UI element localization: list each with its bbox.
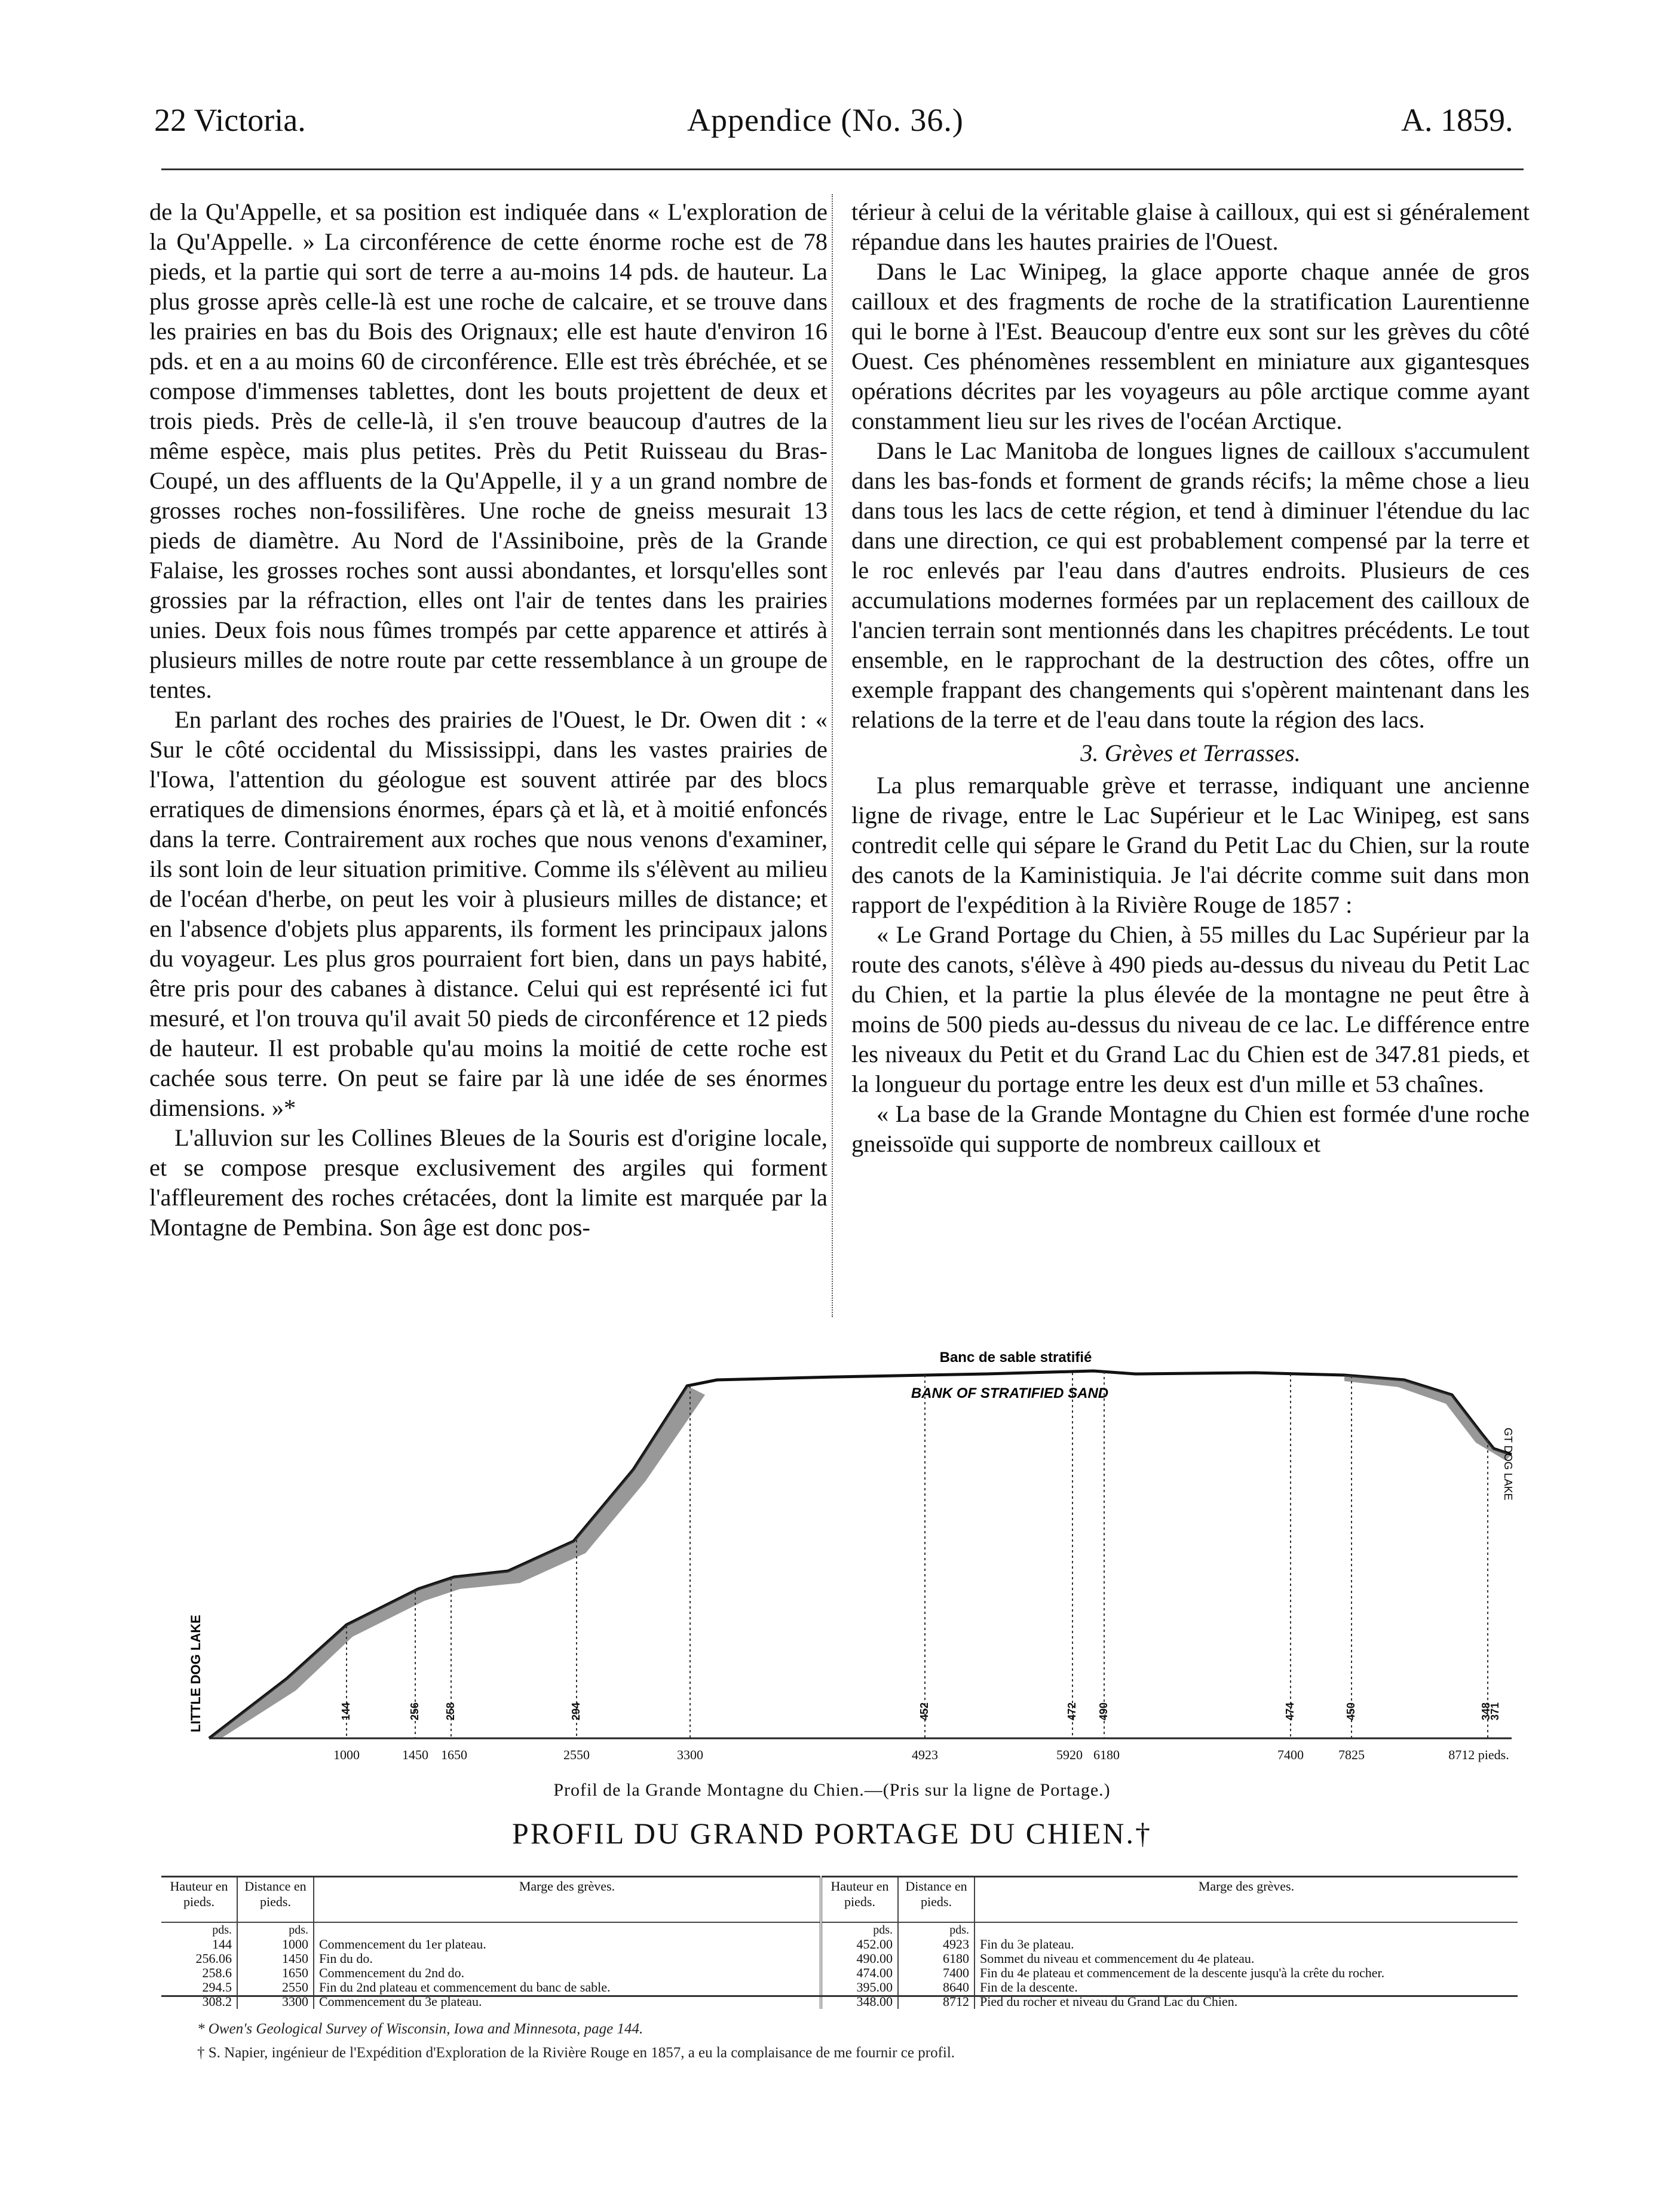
- x-tick-label: 2550: [563, 1747, 590, 1762]
- cell-height: 308.2: [202, 1994, 232, 2009]
- height-label: 490: [1098, 1702, 1110, 1720]
- height-label: 472: [1066, 1702, 1078, 1720]
- table-bottom-rule: [161, 1995, 1518, 1997]
- cell-distance: 4923: [898, 1937, 975, 1952]
- cell-marge: Pied du rocher et niveau du Grand Lac du Chien.: [975, 1995, 1518, 2009]
- col-hauteur-right: Hauteur en pieds.: [821, 1877, 898, 1923]
- height-label: 258: [445, 1702, 456, 1720]
- col-distance-left: Distance en pieds.: [237, 1877, 314, 1923]
- cell-distance: 1450: [237, 1952, 314, 1966]
- cell-distance: 1650: [237, 1966, 314, 1980]
- footnote-2: † S. Napier, ingénieur de l'Expédition d'Exploration de la Rivière Rouge en 1857, a eu la complaisance de me fournir ce profil.: [197, 2045, 955, 2061]
- unit-cell: pds.: [898, 1922, 975, 1937]
- label-bank-en: BANK OF STRATIFIED SAND: [911, 1385, 1109, 1401]
- col-hauteur-left: Hauteur en pieds.: [161, 1877, 237, 1923]
- table-row: [161, 1966, 1518, 1980]
- height-label: 348: [1480, 1702, 1492, 1720]
- cell-marge: Commencement du 3e plateau.: [314, 1995, 821, 2009]
- unit-cell: pds.: [212, 1923, 232, 1937]
- right-paragraph-4: La plus remarquable grève et terrasse, indiquant une ancienne ligne de rivage, entre le Lac Supérieur et le Lac Winipeg, est sans contredit celle qui sépare le Grand du Petit Lac du Chien, sur la route des canots de la Kaministiquia. Je l'ai décrite comme suit dans mon rapport de l'expédition à la Rivière Rouge de 1857 :: [851, 772, 1530, 918]
- terrain-shading: [209, 1386, 705, 1738]
- height-label: 256: [409, 1702, 421, 1720]
- terrain-shading-right: [1344, 1375, 1512, 1461]
- x-tick-label: 3300: [677, 1747, 703, 1762]
- col-marge-right: Marge des grèves.: [975, 1877, 1518, 1923]
- header-rule: [161, 168, 1524, 170]
- height-label: 294: [570, 1702, 582, 1720]
- section-heading: 3. Grèves et Terrasses.: [1080, 740, 1301, 766]
- x-tick-label: 6180: [1093, 1747, 1120, 1762]
- cell-height: 452.00: [821, 1937, 898, 1952]
- cell-marge: Fin du 4e plateau et commencement de la descente jusqu'à la crête du rocher.: [975, 1966, 1518, 1980]
- cell-height: 144: [212, 1937, 232, 1952]
- table-row: [161, 1922, 1518, 1937]
- cell-height: 348.00: [821, 1995, 898, 2009]
- cell-marge: Commencement du 1er plateau.: [314, 1937, 821, 1952]
- profile-table: [161, 1876, 1518, 2009]
- left-column: [149, 197, 828, 1242]
- height-label: 452: [918, 1702, 930, 1720]
- cell-distance: 6180: [898, 1952, 975, 1966]
- x-tick-label: 4923: [912, 1747, 938, 1762]
- figure-caption: Profil de la Grande Montagne du Chien.—(Pris sur la ligne de Portage.): [553, 1780, 1111, 1800]
- x-tick-label: 1450: [402, 1747, 428, 1762]
- table-row: [161, 1980, 1518, 1995]
- column-separator: [832, 194, 833, 1317]
- x-tick-label: 5920: [1056, 1747, 1083, 1762]
- label-little-dog-lake: LITTLE DOG LAKE: [188, 1615, 203, 1732]
- cell-height: 294.5: [202, 1980, 232, 1995]
- unit-cell: pds.: [821, 1922, 898, 1937]
- cell-height: 474.00: [821, 1966, 898, 1980]
- table-row: [161, 1937, 1518, 1952]
- table-row: [161, 1952, 1518, 1966]
- cell-marge: Fin du 3e plateau.: [975, 1937, 1518, 1952]
- label-bank-fr: Banc de sable stratifié: [939, 1349, 1092, 1366]
- label-great-dog-lake: GT DOG LAKE: [1502, 1428, 1514, 1501]
- header-left: 22 Victoria.: [154, 102, 306, 138]
- left-paragraph-3: L'alluvion sur les Collines Bleues de la Souris est d'origine locale, et se compose presque exclusivement des argiles qui forment l'affleurement des roches crétacées, dont la limite est marquée par la Montagne de Pembina. Son âge est donc pos-: [149, 1124, 828, 1241]
- cell-distance: 3300: [237, 1995, 314, 2009]
- right-paragraph-3: Dans le Lac Manitoba de longues lignes de cailloux s'accumulent dans les bas-fonds et forment de grands récifs; la même chose a lieu dans tous les lacs de cette région, et tend à diminuer l'étendue du lac dans une direction, ce qui est probablement compensé par la terre et le roc enlevés par l'eau dans d'autres endroits. Plusieurs de ces accumulations modernes formées par un replacement des cailloux de l'ancien terrain sont mentionnés dans les chapitres précédents. Le tout ensemble, en le rapprochant de la destruction des côtes, offre un exemple frappant des changements qui s'opèrent maintenant dans les relations de la terre et de l'eau dans toute la région des lacs.: [851, 437, 1530, 733]
- cell-marge: Fin du 2nd plateau et commencement du banc de sable.: [314, 1980, 821, 1995]
- profile-figure: [0, 1338, 1664, 1774]
- terrain-profile: [209, 1371, 1512, 1738]
- right-column: [851, 197, 1530, 1159]
- x-tick-label: 7400: [1277, 1747, 1304, 1762]
- cell-marge: Fin de la descente.: [975, 1980, 1518, 1995]
- right-paragraph-6: « La base de la Grande Montagne du Chien est formée d'une roche gneissoïde qui supporte de nombreux cailloux et: [851, 1100, 1530, 1157]
- left-paragraph-2: En parlant des roches des prairies de l'Ouest, le Dr. Owen dit : « Sur le côté occidental du Mississippi, dans les vastes prairies de l'Iowa, l'attention du géologue est souvent attirée par des blocs erratiques de dimensions énormes, épars çà et là, et à moitié enfoncés dans la terre. Contrairement aux roches que nous venons d'examiner, ils sont loin de leur situation primitive. Comme ils s'élèvent au milieu de l'océan d'herbe, on peut les voir à plusieurs milles de distance; et en l'absence d'objets plus apparents, ils forment les principaux jalons du voyageur. Les plus gros pourraient fort bien, dans un pays habité, être pris pour des cabanes à distance. Celui qui est représenté ici fut mesuré, et l'on trouva qu'il avait 50 pieds de circonférence et 12 pieds de hauteur. Il est probable qu'au moins la moitié de cette roche est cachée sous terre. On peut se faire par là une idée de ses énormes dimensions. »*: [149, 706, 828, 1121]
- height-label: 371: [1489, 1702, 1501, 1720]
- x-tick-label: 7825: [1338, 1747, 1365, 1762]
- cell-distance: 2550: [237, 1980, 314, 1995]
- cell-distance: 7400: [898, 1966, 975, 1980]
- cell-distance: 8712: [898, 1995, 975, 2009]
- cell-height: 395.00: [821, 1980, 898, 1995]
- cell-marge: Sommet du niveau et commencement du 4e plateau.: [975, 1952, 1518, 1966]
- height-label: 474: [1284, 1702, 1296, 1720]
- height-label: 144: [340, 1702, 352, 1720]
- col-distance-right: Distance en pieds.: [898, 1877, 975, 1923]
- cell-distance: 8640: [898, 1980, 975, 1995]
- left-paragraph-1: de la Qu'Appelle, et sa position est indiquée dans « L'exploration de la Qu'Appelle. » La circonférence de cette énorme roche est de 78 pieds, et la partie qui sort de terre a au-moins 14 pds. de hauteur. La plus grosse après celle-là est une roche de calcaire, et se trouve dans les prairies en bas du Bois des Orignaux; elle est haute d'environ 16 pds. et en a au moins 60 de circonférence. Elle est très ébréchée, et se compose d'immenses tablettes, dont les bouts projettent de deux et trois pieds. Près de celle-là, il s'en trouve beaucoup d'autres de la même espèce, mais plus petites. Près du Petit Ruisseau du Bras-Coupé, un des affluents de la Qu'Appelle, il y a un grand nombre de grosses roches non-fossilifères. Une roche de gneiss mesurait 13 pieds de diamètre. Au Nord de l'Assiniboine, près de la Grande Falaise, les grosses roches sont aussi abondantes, et lorsqu'elles sont grossies par la réfraction, elles ont l'air de tentes dans les prairies unies. Deux fois nous fûmes trompés par cette apparence et attirés à plusieurs milles de notre route par cette ressemblance à un groupe de tentes.: [149, 198, 828, 703]
- x-tick-label: 1000: [333, 1747, 360, 1762]
- right-paragraph-1: térieur à celui de la véritable glaise à cailloux, qui est si généralement répandue dans les hautes prairies de l'Ouest.: [851, 198, 1530, 255]
- height-label: 450: [1345, 1702, 1357, 1720]
- cell-height: 256.06: [195, 1951, 232, 1966]
- x-tick-label: 8712 pieds.: [1448, 1747, 1509, 1762]
- cell-distance: 1000: [237, 1937, 314, 1952]
- footnote-1: * Owen's Geological Survey of Wisconsin, Iowa and Minnesota, page 144.: [197, 2021, 643, 2037]
- cell-height: 490.00: [821, 1952, 898, 1966]
- cell-marge: Commencement du 2nd do.: [314, 1966, 821, 1980]
- col-marge-left: Marge des grèves.: [314, 1877, 821, 1923]
- cell-marge: Fin du do.: [314, 1952, 821, 1966]
- right-paragraph-2: Dans le Lac Winipeg, la glace apporte chaque année de gros cailloux et des fragments de roche de la stratification Laurentienne qui le borne à l'Est. Beaucoup d'entre eux sont sur les grèves du côté Ouest. Ces phénomènes ressemblent en miniature aux gigantesques opérations décrites par les voyageurs au pôle arctique comme ayant constamment lieu sur les rives de l'océan Arctique.: [851, 258, 1530, 434]
- x-tick-label: 1650: [441, 1747, 467, 1762]
- header-right: A. 1859.: [1401, 102, 1513, 138]
- figure-title: PROFIL DU GRAND PORTAGE DU CHIEN.†: [512, 1817, 1152, 1850]
- cell-height: 258.6: [202, 1965, 232, 1980]
- right-paragraph-5: « Le Grand Portage du Chien, à 55 milles du Lac Supérieur par la route des canots, s'élève à 490 pieds au-dessus du niveau du Petit Lac du Chien, et la partie la plus élevée de la montagne ne peut être à moins de 500 pieds au-dessus du niveau de ce lac. Le différence entre les niveaux du Petit et du Grand Lac du Chien est de 347.81 pieds, et la longueur du portage entre les deux est d'un mille et 53 chaînes.: [851, 921, 1530, 1097]
- unit-cell: pds.: [237, 1922, 314, 1937]
- header-center: Appendice (No. 36.): [687, 102, 964, 138]
